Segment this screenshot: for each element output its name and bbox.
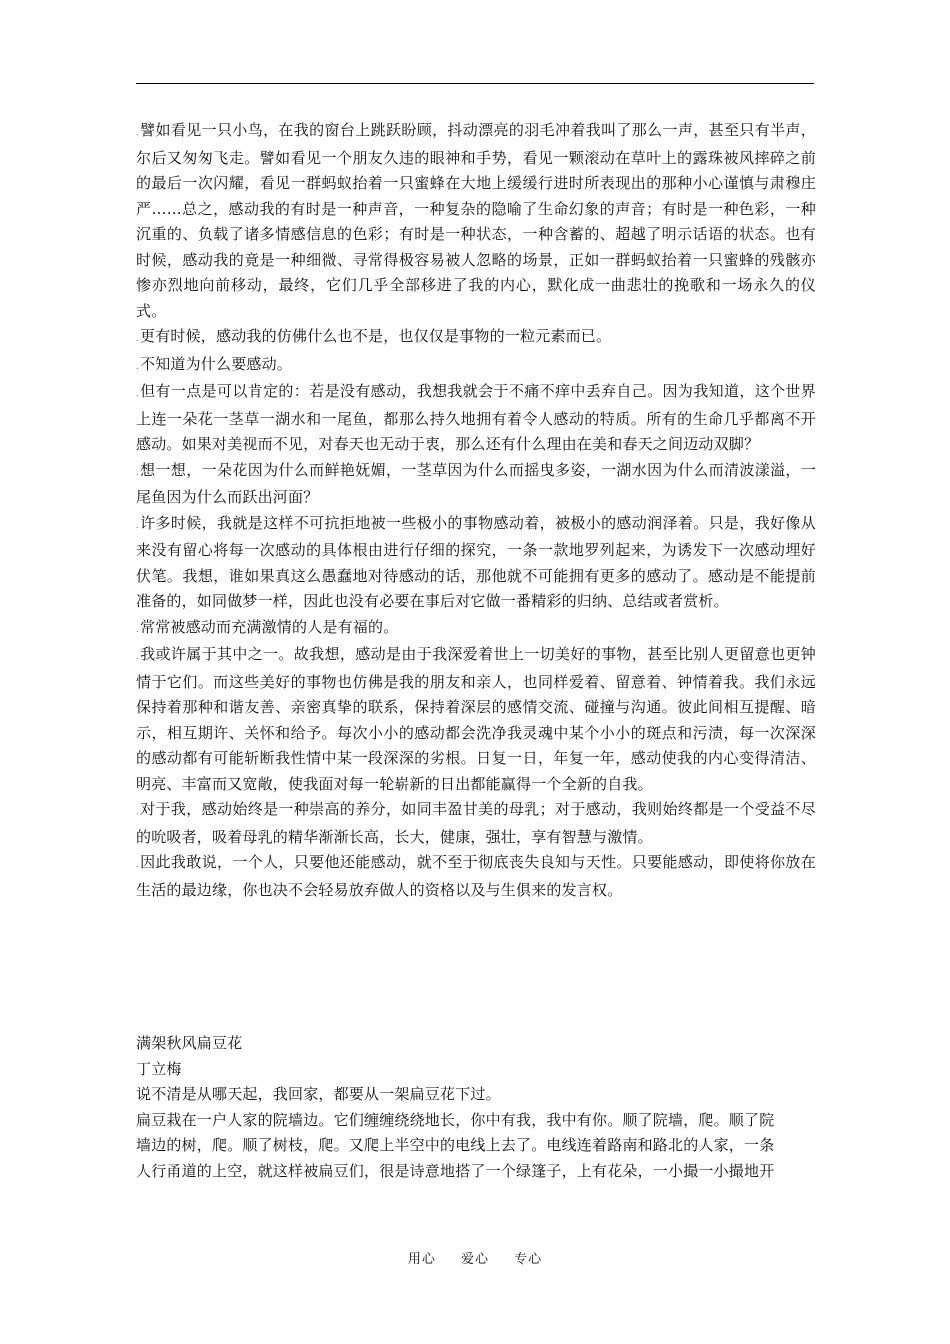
paragraph-mark: . [136, 652, 139, 661]
paragraph: .常常被感动而充满激情的人是有福的。 [136, 615, 816, 643]
paragraph: .但有一点是可以肯定的：若是没有感动，我想我就会于不痛不痒中丢弃自己。因为我知道，这个世界上连一朵花一茎草一湖水和一尾鱼，都那么持久地拥有着令人感动的特质。所有的生命几乎都离不开感动。如果对美视而不见，对春天也无动于衷，那么还有什么理由在美和春天之间迈动双脚？ [136, 382, 816, 453]
paragraph: .譬如看见一只小鸟，在我的窗台上跳跃盼顾，抖动漂亮的羽毛冲着我叫了那么一声，甚至只有半声，尔后又匆匆飞走。譬如看见一个朋友久违的眼神和手势，看见一颗滚动在草叶上的露珠被风摔碎之前的最后一次闪耀，看见一群蚂蚁抬着一只蜜蜂在大地上缓缓行进时所表现出的那种小心谨慎与肃穆庄严……总之，感动我的有时是一种声音，一种复杂的隐喻了生命幻象的声音；有时是一种色彩，一种沉重的、负载了诸多情感信息的色彩；有时是一种状态，一种含蓄的、超越了明示话语的状态。也有时候，感动我的竟是一种细微、寻常得极容易被人忽略的场景，正如一群蚂蚁抬着一只蜜蜂的残骸亦惨亦烈地向前移动，最终，它们几乎全部移进了我的内心，默化成一曲悲壮的挽歌和一场永久的仪式。 [136, 121, 816, 320]
paragraph-mark: . [136, 389, 139, 398]
article-title: 满架秋风扁豆花 [136, 1034, 243, 1052]
paragraph-mark: . [136, 467, 139, 477]
header-rule [136, 83, 814, 84]
footer-item: 专心 [514, 1252, 543, 1267]
paragraph: .更有时候，感动我的仿佛什么也不是，也仅仅是事物的一粒元素而已。 [136, 324, 816, 352]
paragraph: .我或许属于其中之一。故我想，感动是由于我深爱着世上一切美好的事物，甚至比别人更留意也更钟情于它们。而这些美好的事物也仿佛是我的朋友和亲人，也同样爱着、留意着、钟情着我。我们永远保持着那种和谐友善、亲密真挚的联系，保持着深层的感情交流、碰撞与沟通。彼此间相互提醒、暗示，相互期许、关怀和给予。每次小小的感动都会洗净我灵魂中某个小小的斑点和污渍，每一次深深的感动都有可能斩断我性情中某一段深深的劣根。日复一日，年复一年，感动使我的内心变得清洁、明亮、丰富而又宽敞，使我面对每一轮崭新的日出都能赢得一个全新的自我。 [136, 645, 816, 793]
footer-item: 用心 [407, 1252, 436, 1267]
paragraph-mark: . [136, 128, 139, 137]
paragraph: .想一想，一朵花因为什么而鲜艳妩媚，一茎草因为什么而摇曳多姿，一湖水因为什么而清波漾溢，一尾鱼因为什么而跃出河面？ [136, 460, 816, 506]
article-author: 丁立梅 [136, 1059, 182, 1078]
page-footer [0, 1248, 950, 1267]
paragraph: .对于我，感动始终是一种崇高的养分，如同丰盈甘美的母乳；对于感动，我则始终都是一个受益不尽的吮吸者，吸着母乳的精华渐渐长高，长大，健康，强壮，享有智慧与激情。 [136, 800, 816, 846]
article-line: 墙边的树，爬。顺了树枝，爬。又爬上半空中的电线上去了。电线连着路南和路北的人家，一条 [136, 1136, 775, 1154]
paragraph-mark: . [136, 361, 139, 371]
paragraph-mark: . [136, 334, 139, 343]
paragraph-mark: . [136, 807, 139, 816]
main-content [136, 118, 816, 1184]
paragraph-mark: . [136, 624, 139, 634]
section-gap [136, 903, 816, 1031]
paragraph: .不知道为什么要感动。 [136, 352, 816, 380]
article-line: 人行甬道的上空，就这样被扁豆们，很是诗意地搭了一个绿篷子，上有花朵，一小撮一小撮地开 [136, 1161, 775, 1180]
paragraph: .因此我敢说，一个人，只要他还能感动，就不至于彻底丧失良知与天性。只要能感动，即使将你放在生活的最边缘，你也决不会轻易放弃做人的资格以及与生俱来的发言权。 [136, 853, 816, 899]
paragraph-mark: . [136, 860, 139, 869]
paragraph: .许多时候，我就是这样不可抗拒地被一些极小的事物感动着，被极小的感动润泽着。只是，我好像从来没有留心将每一次感动的具体根由进行仔细的探究，一条一款地罗列起来，为诱发下一次感动埋好伏笔。我想，谁如果真这么愚蠢地对待感动的话，那他就不可能拥有更多的感动了。感动是不能提前准备的，如同做梦一样，因此也没有必要在事后对它做一番精彩的归纳、总结或者赏析。 [136, 513, 816, 610]
article-line: 说不清是从哪天起，我回家，都要从一架扁豆花下过。 [136, 1085, 501, 1103]
article-line: 扁豆栽在一户人家的院墙边。它们缠缠绕绕地长，你中有我，我中有你。顺了院墙，爬。顺了院 [136, 1110, 775, 1129]
paragraph-mark: . [136, 520, 139, 530]
footer-item: 爱心 [460, 1252, 489, 1267]
